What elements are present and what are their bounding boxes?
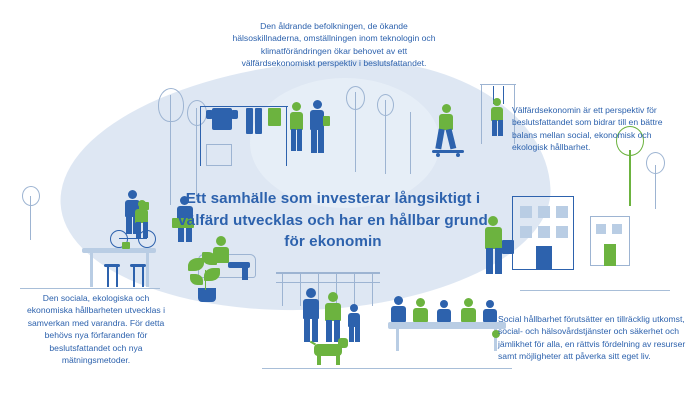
cafe-table-illustration: [82, 242, 172, 298]
callout-left: Den sociala, ekologiska och ekonomiska hållbarheten utvecklas i samverkan med varandra. För detta behövs nya förfaranden för beslutsfattandet och nya mätningsmetoder.: [26, 293, 166, 365]
people-talking-illustration: [288, 98, 346, 160]
monstera-plant-illustration: [186, 252, 224, 304]
page-title: Ett samhälle som investerar långsiktigt i välfärd utvecklas och har en hållbar grund för ekonomin: [178, 190, 488, 251]
ground-line-center: [262, 368, 512, 369]
building-illustration: [512, 186, 582, 278]
skateboarder-illustration: [428, 104, 474, 162]
long-table-group-illustration: [388, 296, 508, 358]
laundry-line-illustration: [200, 100, 292, 170]
callout-right: Välfärdsekonomin är ett perspektiv för beslutsfattandet som bidrar till en bättre balans mellan social, ekonomisk och ekologisk hållbarhet.: [512, 105, 663, 153]
ground-line-right: [520, 290, 670, 291]
right-structure-illustration: [590, 208, 636, 272]
family-with-dog-illustration: [300, 288, 386, 368]
callout-bottom: Social hållbarhet förutsätter en tillräcklig utkomst, social- och hälsovårdstjänster och säkerhet och jämlikhet för alla, en rättvis fördelning av resurser samt möjligheter att påverka sitt eget liv.: [498, 314, 686, 362]
top-left-figure-illustration: [130, 200, 156, 240]
ground-line-left: [20, 288, 160, 289]
callout-top: Den åldrande befolkningen, de ökande hälsoskillnaderna, omställningen inom teknologin och klimatförändringen ökar behovet av ett välfärdsekonomiskt perspektiv i beslutsfattandet.: [232, 21, 436, 69]
